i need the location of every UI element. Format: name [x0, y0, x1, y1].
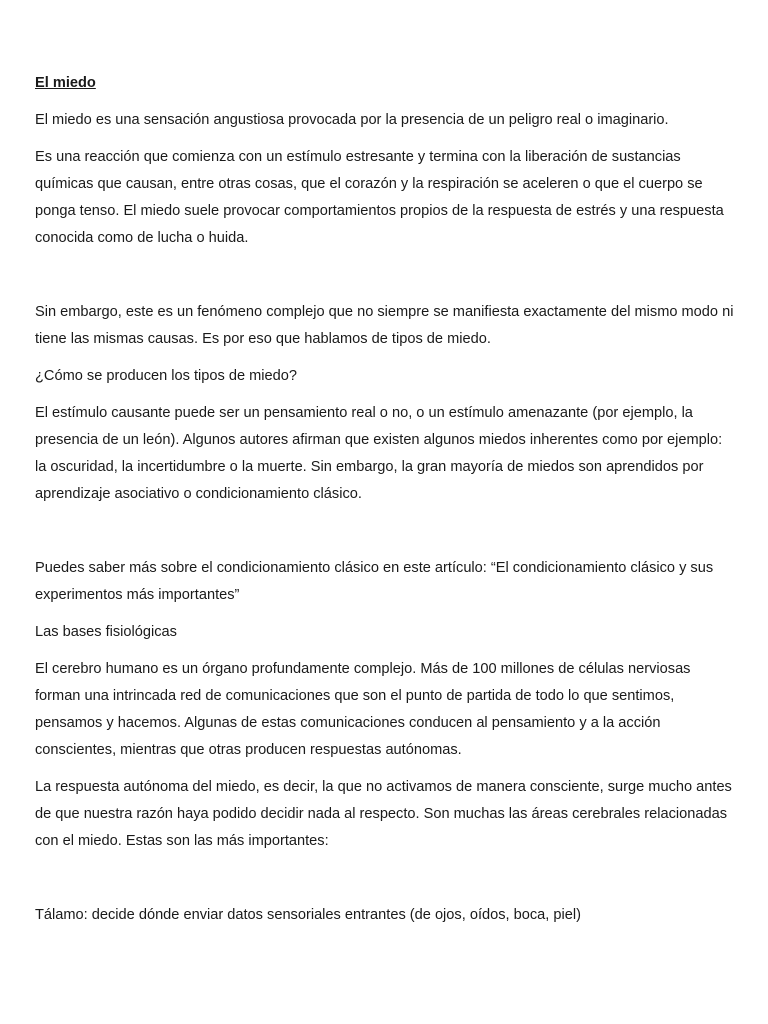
blank-line — [35, 518, 735, 555]
paragraph-definition: El miedo es una sensación angustiosa provocada por la presencia de un peligro real o imaginario. — [35, 112, 669, 128]
paragraph-stimulus: El estímulo causante puede ser un pensamiento real o no, o un estímulo amenazante (por ejemplo, la presencia de un león). Algunos autores afirman que existen algunos miedos inherentes como por ejemplo: la oscuridad, la incertidumbre o la muerte. Sin embargo, la gran mayoría de miedos son aprendidos por aprendizaje asociativo o condicionamiento clásico. — [35, 405, 723, 502]
paragraph-thalamus: Tálamo: decide dónde enviar datos sensoriales entrantes (de ojos, oídos, boca, piel) — [35, 907, 581, 923]
document-page — [35, 70, 735, 939]
paragraph-autonomous-response: La respuesta autónoma del miedo, es decir, la que no activamos de manera consciente, surge mucho antes de que nuestra razón haya podido decidir nada al respecto. Son muchas las áreas cerebrales relacionadas con el miedo. Estas son las más importantes: — [35, 779, 732, 849]
blank-line — [35, 865, 735, 902]
paragraph-brain: El cerebro humano es un órgano profundamente complejo. Más de 100 millones de células nerviosas forman una intrincada red de comunicaciones que son el punto de partida de todo lo que sentimos, pensamos y hacemos. Algunas de estas comunicaciones conducen al pensamiento y a la acción conscientes, mientras que otras producen respuestas autónomas. — [35, 661, 691, 758]
heading-how-produced: ¿Cómo se producen los tipos de miedo? — [35, 368, 298, 384]
paragraph-reaction: Es una reacción que comienza con un estímulo estresante y termina con la liberación de sustancias químicas que causan, entre otras cosas, que el corazón y la respiración se aceleren o que el cuerpo se ponga tenso. El miedo suele provocar comportamientos propios de la respuesta de estrés y una respuesta conocida como de lucha o huida. — [35, 149, 724, 246]
paragraph-types-intro: Sin embargo, este es un fenómeno complejo que no siempre se manifiesta exactamente del mismo modo ni tiene las mismas causas. Es por eso que hablamos de tipos de miedo. — [35, 304, 734, 347]
blank-line — [35, 262, 735, 299]
document-title: El miedo — [35, 75, 96, 91]
heading-physiological-bases: Las bases fisiológicas — [35, 624, 177, 640]
paragraph-article-reference: Puedes saber más sobre el condicionamiento clásico en este artículo: “El condicionamiento clásico y sus experimentos más importantes” — [35, 560, 714, 603]
